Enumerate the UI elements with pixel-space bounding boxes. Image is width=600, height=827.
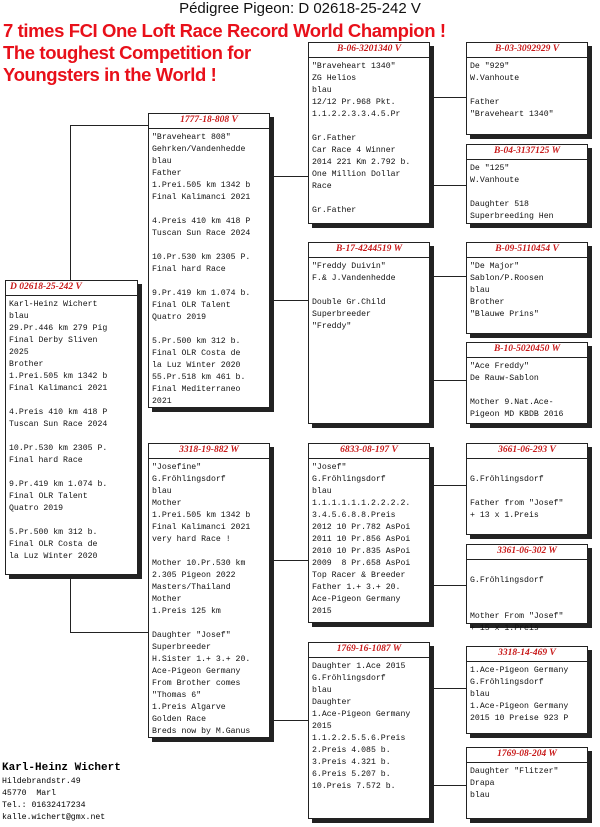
card-ggm-3 (466, 544, 588, 633)
pedigree-line: 1.Ace-Pigeon Germany (470, 702, 569, 711)
ring-number: B-10-5020450 W (467, 343, 587, 358)
pedigree-line (152, 204, 266, 216)
pedigree-line: Mother (152, 499, 182, 508)
breeder-name: Karl-Heinz Wichert (2, 762, 121, 774)
pedigree-line: Gr.Father (312, 134, 357, 143)
card-ggm-2 (466, 342, 588, 424)
pedigree-line: 2009 8 Pr.658 AsPoi (312, 559, 411, 568)
pedigree-line: Sablon/P.Roosen (470, 274, 544, 283)
pedigree-line: Pigeon MD KBDB 2016 (470, 410, 564, 419)
pedigree-line: Final Kalimanci 2021 (152, 193, 251, 202)
pedigree-text (467, 763, 587, 802)
pedigree-line: 1.1.2.2.3.3.4.5.Pr (312, 110, 401, 119)
card-grandmother-paternal (308, 242, 430, 424)
pedigree-line (9, 515, 134, 527)
pedigree-text (309, 58, 429, 217)
pedigree-line (152, 324, 266, 336)
pedigree-line: 2011 10 Pr.856 AsPoi (312, 535, 411, 544)
connector-mf-mfm (430, 585, 466, 586)
card-grandmother-maternal (308, 642, 430, 819)
pedigree-line: Ace-Pigeon Germany (152, 667, 241, 676)
connector-subject-mother-v (70, 575, 71, 633)
pedigree-text (149, 459, 269, 738)
card-ggf-1 (466, 42, 588, 135)
pedigree-text (467, 358, 587, 421)
pedigree-text (6, 296, 137, 563)
pedigree-line: Final Kalimanci 2021 (152, 523, 251, 532)
connector-subject-mother-h (70, 632, 148, 633)
pedigree-line: Final OLR Talent (9, 492, 88, 501)
pedigree-line: De Rauw-Sablon (470, 374, 539, 383)
pedigree-text (467, 160, 587, 223)
ring-number: D 02618-25-242 V (6, 281, 137, 296)
pedigree-line: Mother From "Josef" (470, 612, 564, 621)
pedigree-line: 2015 (312, 607, 332, 616)
pedigree-line: 10.Pr.530 km 2305 P. (9, 444, 108, 453)
pedigree-line: 2021 (152, 397, 172, 406)
card-grandfather-paternal (308, 42, 430, 224)
ring-number: B-03-3092929 V (467, 43, 587, 58)
pedigree-line (9, 431, 134, 443)
pedigree-line: De "125" (470, 164, 510, 173)
pedigree-line: F.& J.Vandenhedde (312, 274, 396, 283)
card-ggf-3 (466, 443, 588, 535)
card-grandfather-maternal (308, 443, 430, 623)
pedigree-line: Top Racer & Breeder (312, 571, 406, 580)
pedigree-line: la Luz Winter 2020 (152, 361, 241, 370)
breeder-info (2, 760, 121, 824)
breeder-city: 45770 Marl (2, 789, 57, 798)
card-ggf-2 (466, 242, 588, 334)
pedigree-line: 1.1.1.1.1.1.2.2.2.2. (312, 499, 411, 508)
pedigree-line: 10.Preis 7.572 b. (312, 782, 396, 791)
pedigree-line: 2025 (9, 348, 29, 357)
page-title: Pédigree Pigeon: D 02618-25-242 V (179, 0, 421, 17)
connector-subject-father-h (70, 125, 148, 126)
pedigree-line: + 13 x 1.Preis (470, 511, 539, 520)
card-subject (5, 280, 138, 575)
ring-number: 3661-06-293 V (467, 444, 587, 459)
pedigree-line: 2010 10 Pr.835 AsPoi (312, 547, 411, 556)
pedigree-line (470, 599, 584, 611)
breeder-street: Hildebrandstr.49 (2, 777, 81, 786)
pedigree-line: Final OLR Costa de (9, 540, 98, 549)
connector-mm-mmf (430, 688, 466, 689)
pedigree-line: 2012 10 Pr.782 AsPoi (312, 523, 411, 532)
pedigree-line: Final Kalimanci 2021 (9, 384, 108, 393)
pedigree-line: 10.Pr.530 km 2305 P. (152, 253, 251, 262)
pedigree-line: Final Mediterraneo (152, 385, 241, 394)
pedigree-line: Final OLR Costa de (152, 349, 241, 358)
connector-mm-mmm (430, 785, 466, 786)
pedigree-line: 6.Preis 5.207 b. (312, 770, 391, 779)
pedigree-line: Superbreeder (312, 310, 371, 319)
pedigree-line (470, 85, 584, 97)
pedigree-line: Final Derby Sliven (9, 336, 98, 345)
pedigree-line: Daughter (312, 698, 352, 707)
pedigree-line: Mother 9.Nat.Ace- (470, 398, 554, 407)
pedigree-line: la Luz Winter 2020 (9, 552, 98, 561)
pedigree-line: ZG Helios (312, 74, 357, 83)
card-father (148, 113, 270, 408)
headline-line-1: 7 times FCI One Loft Race Record World Champion ! (3, 20, 446, 41)
pedigree-line: blau (152, 157, 172, 166)
pedigree-line: De "929" (470, 62, 510, 71)
pedigree-line: G.Fröhlingsdorf (470, 475, 544, 484)
pedigree-line: Daughter "Josef" (152, 631, 231, 640)
pedigree-line: Quatro 2019 (9, 504, 64, 513)
pedigree-line (152, 240, 266, 252)
pedigree-line: G.Fröhlingsdorf (470, 576, 544, 585)
pedigree-line: 1.Prei.505 km 1342 b (152, 511, 251, 520)
card-ggf-4 (466, 646, 588, 734)
pedigree-line: blau (152, 487, 172, 496)
pedigree-line (470, 187, 584, 199)
pedigree-line: 1.Prei.505 km 1342 b (152, 181, 251, 190)
pedigree-line: Ace-Pigeon Germany (312, 595, 401, 604)
pedigree-line: Masters/Thailand (152, 583, 231, 592)
headline-line-2: The toughest Competition for (3, 42, 251, 63)
pedigree-line: 1.Preis Algarve (152, 703, 226, 712)
pedigree-line: "Freddy" (312, 322, 352, 331)
pedigree-text (467, 258, 587, 321)
pedigree-line: Superbreeder (152, 643, 211, 652)
pedigree-line: Daughter 1.Ace 2015 (312, 662, 406, 671)
connector-mother-mm (270, 720, 308, 721)
pedigree-line (152, 276, 266, 288)
pedigree-line: Superbreeding Hen (470, 212, 554, 221)
pedigree-line: One Million Dollar (312, 170, 401, 179)
pedigree-line: "Braveheart 1340" (470, 110, 554, 119)
pedigree-line: 3.Preis 4.321 b. (312, 758, 391, 767)
pedigree-text (309, 459, 429, 618)
pedigree-line: "Ace Freddy" (470, 362, 529, 371)
pedigree-line: Gehrken/Vandenhedde (152, 145, 246, 154)
pedigree-text (149, 129, 269, 408)
ring-number: B-04-3137125 W (467, 145, 587, 160)
pedigree-line: Golden Race (152, 715, 207, 724)
pedigree-line (312, 193, 426, 205)
pedigree-line: 9.Pr.419 km 1.074 b. (152, 289, 251, 298)
pedigree-line: G.Fröhlingsdorf (152, 475, 226, 484)
pedigree-line: H.Sister 1.+ 3.+ 20. (152, 655, 251, 664)
pedigree-line: 5.Pr.500 km 312 b. (152, 337, 241, 346)
breeder-email[interactable]: kalle.wichert@gmx.net (2, 813, 106, 822)
ring-number: 3318-19-882 W (149, 444, 269, 459)
card-ggm-4 (466, 747, 588, 819)
pedigree-text (309, 258, 429, 333)
card-ggm-1 (466, 144, 588, 224)
pedigree-line: 12/12 Pr.968 Pkt. (312, 98, 396, 107)
pedigree-line: 2015 10 Preise 923 P (470, 714, 569, 723)
connector-father-fm (270, 300, 308, 301)
pedigree-line: Race (312, 182, 332, 191)
pedigree-line: blau (9, 312, 29, 321)
pedigree-line: Father (152, 169, 182, 178)
connector-subject-father-v (70, 125, 71, 280)
pedigree-text (467, 662, 587, 725)
pedigree-line (470, 587, 584, 599)
pedigree-line (470, 486, 584, 498)
pedigree-line: "Braveheart 808" (152, 133, 231, 142)
pedigree-text (309, 658, 429, 793)
connector-father-ff (270, 176, 308, 177)
connector-ff-ffm (430, 185, 466, 186)
pedigree-line: Brother (470, 298, 505, 307)
ring-number: 6833-08-197 V (309, 444, 429, 459)
connector-mother-mf (270, 560, 308, 561)
pedigree-line: 2015 (312, 722, 332, 731)
pedigree-line: Karl-Heinz Wichert (9, 300, 98, 309)
pedigree-line (312, 121, 426, 133)
ring-number: B-06-3201340 V (309, 43, 429, 58)
headline-line-3: Youngsters in the World ! (3, 64, 217, 85)
pedigree-line: Quatro 2019 (152, 313, 207, 322)
pedigree-line: Car Race 4 Winner (312, 146, 396, 155)
pedigree-line: Mother (152, 595, 182, 604)
pedigree-line: 55.Pr.518 km 461 b. (152, 373, 246, 382)
pedigree-line: Final hard Race (9, 456, 83, 465)
pedigree-line (152, 546, 266, 558)
ring-number: 3318-14-469 V (467, 647, 587, 662)
pedigree-line (9, 395, 134, 407)
pedigree-line: Father (470, 98, 500, 107)
pedigree-line: "De Major" (470, 262, 520, 271)
pedigree-line (470, 563, 584, 575)
pedigree-line: From Brother comes (152, 679, 241, 688)
pedigree-line: Father 1.+ 3.+ 20. (312, 583, 401, 592)
pedigree-line (9, 467, 134, 479)
pedigree-line: 5.Pr.500 km 312 b. (9, 528, 98, 537)
pedigree-text (467, 459, 587, 522)
pedigree-line: Drapa (470, 779, 495, 788)
pedigree-line: Final OLR Talent (152, 301, 231, 310)
ring-number: 1769-08-204 W (467, 748, 587, 763)
pedigree-line: blau (312, 686, 332, 695)
pedigree-line: 1.Preis 125 km (152, 607, 221, 616)
pedigree-line: "Josefine" (152, 463, 202, 472)
ring-number: B-09-5110454 V (467, 243, 587, 258)
pedigree-line: Father from "Josef" (470, 499, 564, 508)
pedigree-line: 4.Preis 410 km 418 P (9, 408, 108, 417)
pedigree-line: Daughter 518 (470, 200, 529, 209)
pedigree-line: "Blauwe Prins" (470, 310, 539, 319)
pedigree-line: Tuscan Sun Race 2024 (9, 420, 108, 429)
pedigree-line: 2.305 Pigeon 2022 (152, 571, 236, 580)
connector-fm-fmm (430, 380, 466, 381)
breeder-phone: Tel.: 01632417234 (2, 801, 86, 810)
pedigree-line: 29.Pr.446 km 279 Pig (9, 324, 108, 333)
pedigree-line: 1.Ace-Pigeon Germany (470, 666, 569, 675)
pedigree-line: 1.1.2.2.5.5.6.Preis (312, 734, 406, 743)
pedigree-line: Mother 10.Pr.530 km (152, 559, 246, 568)
pedigree-line: Tuscan Sun Race 2024 (152, 229, 251, 238)
pedigree-line: blau (470, 286, 490, 295)
pedigree-line: G.Fröhlingsdorf (312, 475, 386, 484)
pedigree-line: Final hard Race (152, 265, 226, 274)
pedigree-line: + 15 x 1.Preis (470, 624, 539, 633)
pedigree-line (470, 385, 584, 397)
card-mother (148, 443, 270, 738)
pedigree-line: Breds now by M.Ganus (152, 727, 251, 736)
pedigree-line: "Freddy Duivin" (312, 262, 386, 271)
pedigree-text (467, 560, 587, 635)
pedigree-line: blau (312, 487, 332, 496)
pedigree-line: G.Fröhlingsdorf (312, 674, 386, 683)
pedigree-line: Daughter "Flitzer" (470, 767, 559, 776)
pedigree-line: Brother (9, 360, 44, 369)
pedigree-line: blau (470, 791, 490, 800)
pedigree-line: blau (470, 690, 490, 699)
pedigree-line: "Braveheart 1340" (312, 62, 396, 71)
pedigree-line: 9.Pr.419 km 1.074 b. (9, 480, 108, 489)
pedigree-line: 1.Prei.505 km 1342 b (9, 372, 108, 381)
ring-number: 3361-06-302 W (467, 545, 587, 560)
pedigree-line: 4.Preis 410 km 418 P (152, 217, 251, 226)
pedigree-line: W.Vanhoute (470, 74, 520, 83)
ring-number: 1777-18-808 V (149, 114, 269, 129)
pedigree-line: very hard Race ! (152, 535, 231, 544)
ring-number: 1769-16-1087 W (309, 643, 429, 658)
pedigree-text (467, 58, 587, 121)
pedigree-line: G.Fröhlingsdorf (470, 678, 544, 687)
pedigree-line: blau (312, 86, 332, 95)
pedigree-line: 1.Ace-Pigeon Germany (312, 710, 411, 719)
pedigree-line: 3.4.5.6.8.8.Preis (312, 511, 396, 520)
connector-fm-fmf (430, 276, 466, 277)
connector-mf-mff (430, 485, 466, 486)
ring-number: B-17-4244519 W (309, 243, 429, 258)
connector-ff-fff (430, 97, 466, 98)
pedigree-line (470, 462, 584, 474)
pedigree-line: 2014 221 Km 2.792 b. (312, 158, 411, 167)
pedigree-line: Gr.Father (312, 206, 357, 215)
pedigree-line (312, 285, 426, 297)
pedigree-line: Double Gr.Child (312, 298, 386, 307)
pedigree-line: 2.Preis 4.085 b. (312, 746, 391, 755)
pedigree-line: "Josef" (312, 463, 347, 472)
pedigree-line (152, 618, 266, 630)
pedigree-line: W.Vanhoute (470, 176, 520, 185)
pedigree-line: "Thomas 6" (152, 691, 202, 700)
